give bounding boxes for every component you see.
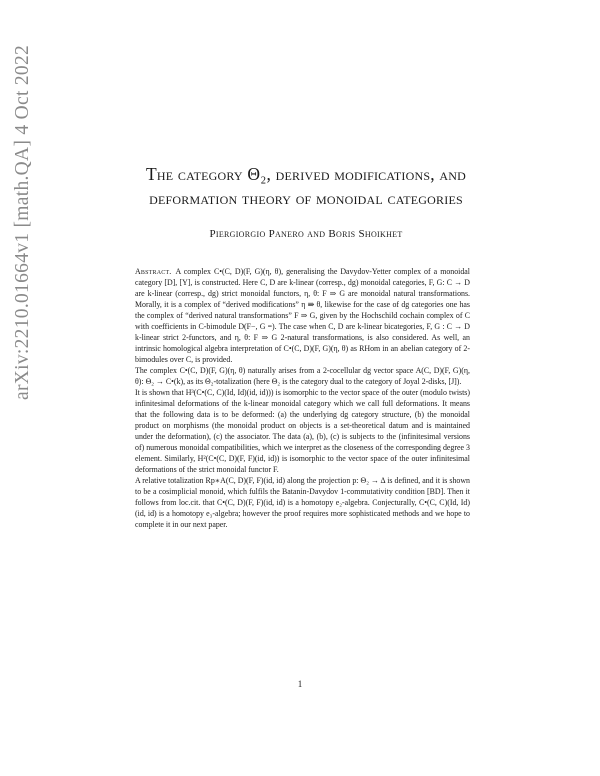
- title-line-2: deformation theory of monoidal categories: [149, 188, 463, 208]
- title-line-1: The category Θ₂, derived modifications, and: [146, 164, 466, 184]
- paper-title: [96, 162, 516, 210]
- abstract-paragraph-3: It is shown that H³(C•(C, C)(Id, Id)(id, id))) is isomorphic to the vector space of the outer (modulo twists) infinitesimal deformations of the k-linear monoidal category which we call full deformations. It means that the following data is to be deformed: (a) the underlying dg category structure, (b) the monoidal product on morphisms (the monoidal product on objects is a set-theoretical datum and is maintained under the deformation), (c) the associator. The data (a), (b), (c) is subjects to the (infinitesimal versions of) numerous monoidal compatibilities, which we interpret as the closeness of the corresponding degree 3 element. Similarly, H²(C•(C, D)(F, F)(id, id)) is isomorphic to the vector space of the outer infinitesimal deformations of the strict monoidal functor F.: [135, 388, 470, 474]
- page-number: 1: [297, 679, 303, 689]
- arxiv-identifier: arXiv:2210.01664v1 [math.QA] 4 Oct 2022: [12, 44, 33, 400]
- abstract-paragraph-1: Abstract. A complex C•(C, D)(F, G)(η, θ), generalising the Davydov-Yetter complex of a monoidal category [D], [Y], is constructed. Here C, D are k-linear (corresp., dg) monoidal categories, F, G: C → D are k-linear (corresp., dg) strict monoidal functors, η, θ: F ⇒ G are monoidal natural transformations. Morally, it is a complex of “derived modifications” η ⇛ θ, likewise for the case of dg categories one has the complex of “derived natural transformations” F ⇒ G, given by the Hochschild cochain complex of C with coefficients in C-bimodule D(F−, G =). The case when C, D are k-linear bicategories, F, G : C → D k-linear strict 2-functors, and η, θ: F ⇒ G 2-natural transformations, is also considered. As well, an intrinsic homological algebra interpretation of C•(C, D)(F, G)(η, θ) as RHom in an abelian category of 2-bimodules over C, is provided.: [135, 267, 470, 364]
- author-list: Piergiorgio Panero and Boris Shoikhet: [209, 228, 403, 240]
- abstract-label: Abstract.: [135, 267, 172, 276]
- abstract-paragraph-2: The complex C•(C, D)(F, G)(η, θ) naturally arises from a 2-cocellular dg vector space A(C, D)(F, G)(η, θ): Θ₂ → C•(k), as its Θ₂-totalization (here Θ₂ is the category dual to the category of Joyal 2-disks, [J]).: [135, 366, 470, 386]
- abstract: [135, 266, 470, 530]
- abstract-paragraph-4: A relative totalization Rp∗A(C, D)(F, F)(id, id) along the projection p: Θ₂ → Δ is defined, and it is shown to be a cosimplicial monoid, which fulfils the Batanin-Davydov 1-commutativity condition [BD]. Then it follows from loc.cit. that C•(C, D)(F, F)(id, id) is a homotopy e₂-algebra. Conjecturally, C•(C, C)(Id, Id)(id, id) is a homotopy e₃-algebra; however the proof requires more sophisticated methods and we hope to complete it in our next paper.: [135, 476, 470, 529]
